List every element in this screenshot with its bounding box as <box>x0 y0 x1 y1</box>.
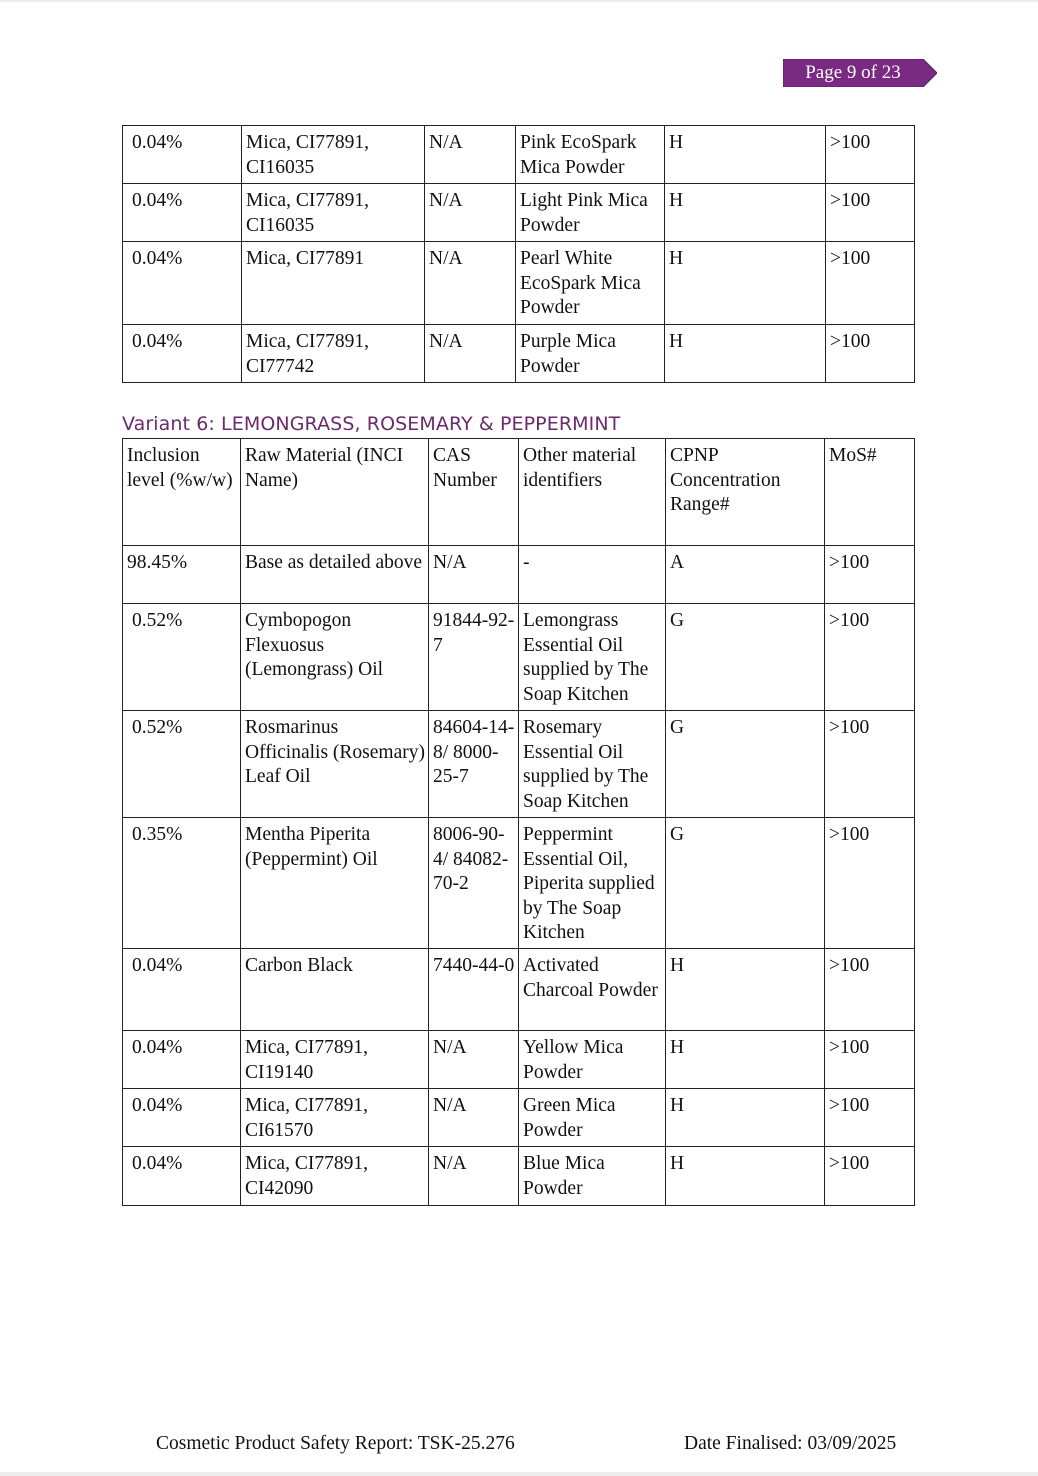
variant-ingredients-table <box>122 438 915 1206</box>
raw-material-cell: Mica, CI77891, CI61570 <box>241 1089 429 1147</box>
table-row <box>123 325 915 383</box>
other-identifiers-cell: Rosemary Essential Oil supplied by The Soap Kitchen <box>519 711 666 818</box>
column-header: Inclusion level (%w/w) <box>123 439 241 546</box>
table-row <box>123 949 915 1031</box>
table-row <box>123 1147 915 1206</box>
cas-number-cell: 84604-14-8/ 8000-25-7 <box>429 711 519 818</box>
raw-material-cell: Mica, CI77891, CI77742 <box>242 325 425 383</box>
column-header: CAS Number <box>429 439 519 546</box>
cpnp-range-cell: H <box>665 242 826 325</box>
bottom-edge <box>0 1472 1038 1476</box>
raw-material-cell: Carbon Black <box>241 949 429 1031</box>
other-identifiers-cell: Purple Mica Powder <box>516 325 665 383</box>
mos-cell: >100 <box>825 949 915 1031</box>
other-identifiers-cell: Lemongrass Essential Oil supplied by The Soap Kitchen <box>519 604 666 711</box>
footer-date-finalised: Date Finalised: 03/09/2025 <box>684 1433 897 1454</box>
table-header-row <box>123 439 915 546</box>
table-row <box>123 604 915 711</box>
table-row <box>123 711 915 818</box>
inclusion-level-cell: 0.52% <box>123 604 241 711</box>
cpnp-range-cell: H <box>665 126 826 184</box>
mos-cell: >100 <box>825 1089 915 1147</box>
page-number-label: Page 9 of 23 <box>805 62 901 83</box>
raw-material-cell: Base as detailed above <box>241 546 429 604</box>
cas-number-cell: N/A <box>425 242 516 325</box>
raw-material-cell: Rosmarinus Officinalis (Rosemary) Leaf Oil <box>241 711 429 818</box>
column-header: MoS# <box>825 439 915 546</box>
mos-cell: >100 <box>826 325 915 383</box>
other-identifiers-cell: Light Pink Mica Powder <box>516 184 665 242</box>
cpnp-range-cell: H <box>666 1147 825 1206</box>
cas-number-cell: 91844-92-7 <box>429 604 519 711</box>
inclusion-level-cell: 0.04% <box>123 1089 241 1147</box>
cas-number-cell: N/A <box>429 546 519 604</box>
cas-number-cell: N/A <box>425 184 516 242</box>
cpnp-range-cell: H <box>665 325 826 383</box>
table-row <box>123 1089 915 1147</box>
table-row <box>123 1031 915 1089</box>
other-identifiers-cell: Peppermint Essential Oil, Piperita supplied by The Soap Kitchen <box>519 818 666 949</box>
top-edge <box>0 0 1038 2</box>
cpnp-range-cell: H <box>666 1031 825 1089</box>
raw-material-cell: Mica, CI77891, CI16035 <box>242 184 425 242</box>
mos-cell: >100 <box>825 1031 915 1089</box>
table-row <box>123 126 915 184</box>
cpnp-range-cell: G <box>666 818 825 949</box>
raw-material-cell: Mentha Piperita (Peppermint) Oil <box>241 818 429 949</box>
ingredients-continued-table <box>122 125 915 383</box>
table-row <box>123 184 915 242</box>
other-identifiers-cell: Pearl White EcoSpark Mica Powder <box>516 242 665 325</box>
inclusion-level-cell: 0.04% <box>123 1147 241 1206</box>
inclusion-level-cell: 0.04% <box>123 325 242 383</box>
table-row <box>123 818 915 949</box>
inclusion-level-cell: 0.04% <box>123 1031 241 1089</box>
mos-cell: >100 <box>825 1147 915 1206</box>
raw-material-cell: Mica, CI77891 <box>242 242 425 325</box>
column-header: Other material identifiers <box>519 439 666 546</box>
raw-material-cell: Cymbopogon Flexuosus (Lemongrass) Oil <box>241 604 429 711</box>
cas-number-cell: 7440-44-0 <box>429 949 519 1031</box>
inclusion-level-cell: 0.04% <box>123 242 242 325</box>
inclusion-level-cell: 0.52% <box>123 711 241 818</box>
cas-number-cell: N/A <box>429 1147 519 1206</box>
page-number-badge <box>783 59 937 87</box>
raw-material-cell: Mica, CI77891, CI42090 <box>241 1147 429 1206</box>
cpnp-range-cell: G <box>666 604 825 711</box>
cas-number-cell: 8006-90-4/ 84082-70-2 <box>429 818 519 949</box>
table-row <box>123 242 915 325</box>
other-identifiers-cell: - <box>519 546 666 604</box>
cas-number-cell: N/A <box>425 126 516 184</box>
cpnp-range-cell: A <box>666 546 825 604</box>
table-row <box>123 546 915 604</box>
mos-cell: >100 <box>826 184 915 242</box>
other-identifiers-cell: Activated Charcoal Powder <box>519 949 666 1031</box>
cpnp-range-cell: H <box>666 1089 825 1147</box>
cas-number-cell: N/A <box>425 325 516 383</box>
mos-cell: >100 <box>826 126 915 184</box>
column-header: CPNP Concentration Range# <box>666 439 825 546</box>
cas-number-cell: N/A <box>429 1089 519 1147</box>
mos-cell: >100 <box>825 546 915 604</box>
mos-cell: >100 <box>826 242 915 325</box>
raw-material-cell: Mica, CI77891, CI16035 <box>242 126 425 184</box>
cpnp-range-cell: G <box>666 711 825 818</box>
mos-cell: >100 <box>825 711 915 818</box>
cpnp-range-cell: H <box>665 184 826 242</box>
column-header: Raw Material (INCI Name) <box>241 439 429 546</box>
footer-report-id: Cosmetic Product Safety Report: TSK-25.276 <box>156 1433 515 1454</box>
raw-material-cell: Mica, CI77891, CI19140 <box>241 1031 429 1089</box>
cpnp-range-cell: H <box>666 949 825 1031</box>
inclusion-level-cell: 0.04% <box>123 184 242 242</box>
other-identifiers-cell: Yellow Mica Powder <box>519 1031 666 1089</box>
other-identifiers-cell: Green Mica Powder <box>519 1089 666 1147</box>
variant-heading: Variant 6: LEMONGRASS, ROSEMARY & PEPPERMINT <box>122 413 621 435</box>
mos-cell: >100 <box>825 818 915 949</box>
mos-cell: >100 <box>825 604 915 711</box>
other-identifiers-cell: Blue Mica Powder <box>519 1147 666 1206</box>
inclusion-level-cell: 0.35% <box>123 818 241 949</box>
inclusion-level-cell: 0.04% <box>123 949 241 1031</box>
other-identifiers-cell: Pink EcoSpark Mica Powder <box>516 126 665 184</box>
inclusion-level-cell: 0.04% <box>123 126 242 184</box>
inclusion-level-cell: 98.45% <box>123 546 241 604</box>
cas-number-cell: N/A <box>429 1031 519 1089</box>
